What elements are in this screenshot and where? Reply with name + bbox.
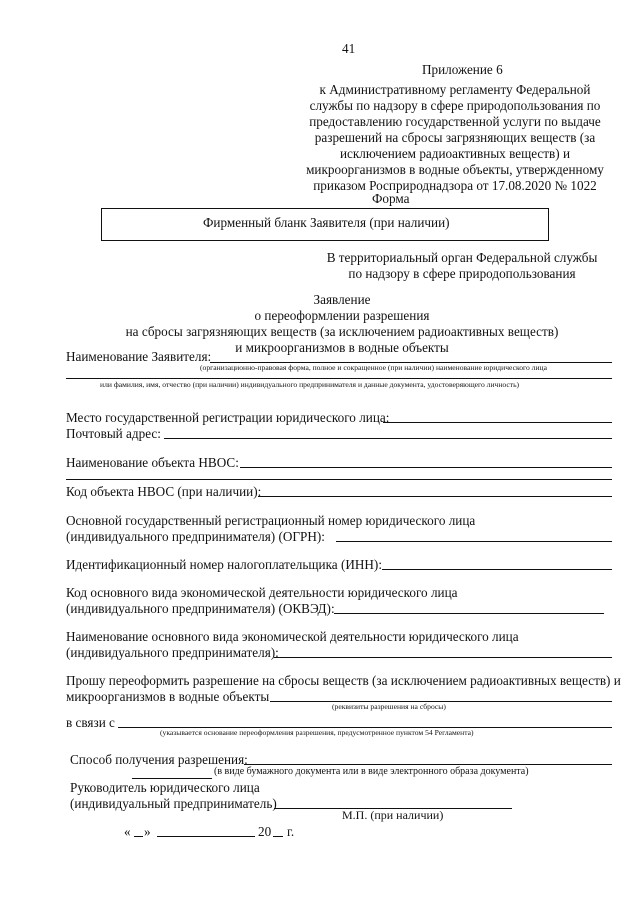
nvos-name-field[interactable] (240, 467, 612, 468)
date-year-field[interactable] (273, 836, 283, 837)
inn-label: Идентификационный номер налогоплательщика (ИНН): (66, 557, 382, 572)
appendix-line: предоставлению государственной услуги по выдаче (309, 114, 601, 129)
okved-field[interactable] (334, 613, 604, 614)
permit-details-hint: (реквизиты разрешения на сбросы) (332, 702, 446, 711)
appendix-label: Приложение 6 (422, 62, 503, 77)
receipt-method-hint: (в виде бумажного документа или в виде электронного образа документа) (214, 766, 529, 777)
head-label-2: (индивидуальный предприниматель) (70, 796, 277, 811)
letterhead-box (101, 208, 549, 241)
receipt-method-field-2[interactable] (132, 778, 212, 779)
okved-label-1: Код основного вида экономической деятельности юридического лица (66, 585, 458, 600)
okved-label-2: (индивидуального предпринимателя) (ОКВЭД): (66, 601, 335, 616)
applicant-hint-2: или фамилия, имя, отчество (при наличии) индивидуального предпринимателя и данные документа, удостоверяющего личность) (100, 380, 520, 389)
applicant-name-field-2[interactable] (66, 378, 612, 379)
seal-label: М.П. (при наличии) (342, 808, 444, 822)
date-quote-open: « (124, 824, 131, 839)
appendix-text (306, 82, 604, 194)
ogrn-field[interactable] (336, 541, 612, 542)
appendix-line: приказом Росприроднадзора от 17.08.2020 № 1022 (313, 178, 597, 193)
ogrn-label-2: (индивидуального предпринимателя) (ОГРН): (66, 529, 325, 544)
activity-field[interactable] (274, 657, 612, 658)
addressee (312, 250, 612, 282)
nvos-name-field-2[interactable] (66, 479, 612, 480)
date-quote-close: » (144, 824, 151, 839)
letterhead-label: Фирменный бланк Заявителя (при наличии) (203, 215, 450, 230)
ogrn-label-1: Основной государственный регистрационный номер юридического лица (66, 513, 476, 528)
page-number: 41 (342, 41, 356, 56)
request-text-2: микроорганизмов в водные объекты (66, 689, 270, 704)
head-label-1: Руководитель юридического лица (70, 780, 260, 795)
reason-label: в связи с (66, 715, 115, 730)
document-title (90, 292, 594, 356)
appendix-line: разрешений на сбросы загрязняющих веществ (за (314, 130, 596, 145)
postal-address-label: Почтовый адрес: (66, 426, 161, 441)
nvos-name-label: Наименование объекта НВОС: (66, 455, 239, 470)
nvos-code-field[interactable] (258, 496, 612, 497)
registration-place-label: Место государственной регистрации юридического лица: (66, 410, 390, 425)
request-text-1: Прошу переоформить разрешение на сбросы веществ (за исключением радиоактивных веществ) и (66, 673, 621, 688)
activity-label-1: Наименование основного вида экономической деятельности юридического лица (66, 629, 519, 644)
date-year-prefix: 20 (258, 824, 272, 839)
receipt-method-label: Способ получения разрешения: (70, 752, 248, 767)
appendix-line: микроорганизмов в водные объекты, утвержденному (306, 162, 604, 177)
title-line: о переоформлении разрешения (254, 308, 430, 323)
applicant-hint-1: (организационно-правовая форма, полное и сокращенное (при наличии) наименование юридического лица (200, 363, 547, 372)
applicant-name-label: Наименование Заявителя: (66, 349, 212, 364)
reason-hint: (указывается основание переоформления разрешения, предусмотренное пунктом 54 Регламента) (160, 728, 474, 737)
receipt-method-field[interactable] (244, 764, 612, 765)
appendix-line: исключением радиоактивных веществ) и (339, 146, 571, 161)
title-line: на сбросы загрязняющих веществ (за исключением радиоактивных веществ) (125, 324, 559, 339)
form-label: Форма (372, 191, 410, 206)
nvos-code-label: Код объекта НВОС (при наличии): (66, 484, 262, 499)
appendix-line: службы по надзору в сфере природопользования по (309, 98, 601, 113)
inn-field[interactable] (382, 569, 612, 570)
postal-address-field[interactable] (164, 438, 612, 439)
date-suffix: г. (287, 824, 295, 839)
activity-label-2: (индивидуального предпринимателя): (66, 645, 279, 660)
registration-place-field[interactable] (383, 422, 612, 423)
addressee-line: по надзору в сфере природопользования (348, 266, 576, 281)
date-month-field[interactable] (157, 836, 255, 837)
title-line: Заявление (313, 292, 371, 307)
title-line: и микроорганизмов в водные объекты (235, 340, 449, 355)
date-day-field[interactable] (134, 836, 143, 837)
addressee-line: В территориальный орган Федеральной службы (326, 250, 598, 265)
appendix-line: к Административному регламенту Федеральной (319, 82, 591, 97)
